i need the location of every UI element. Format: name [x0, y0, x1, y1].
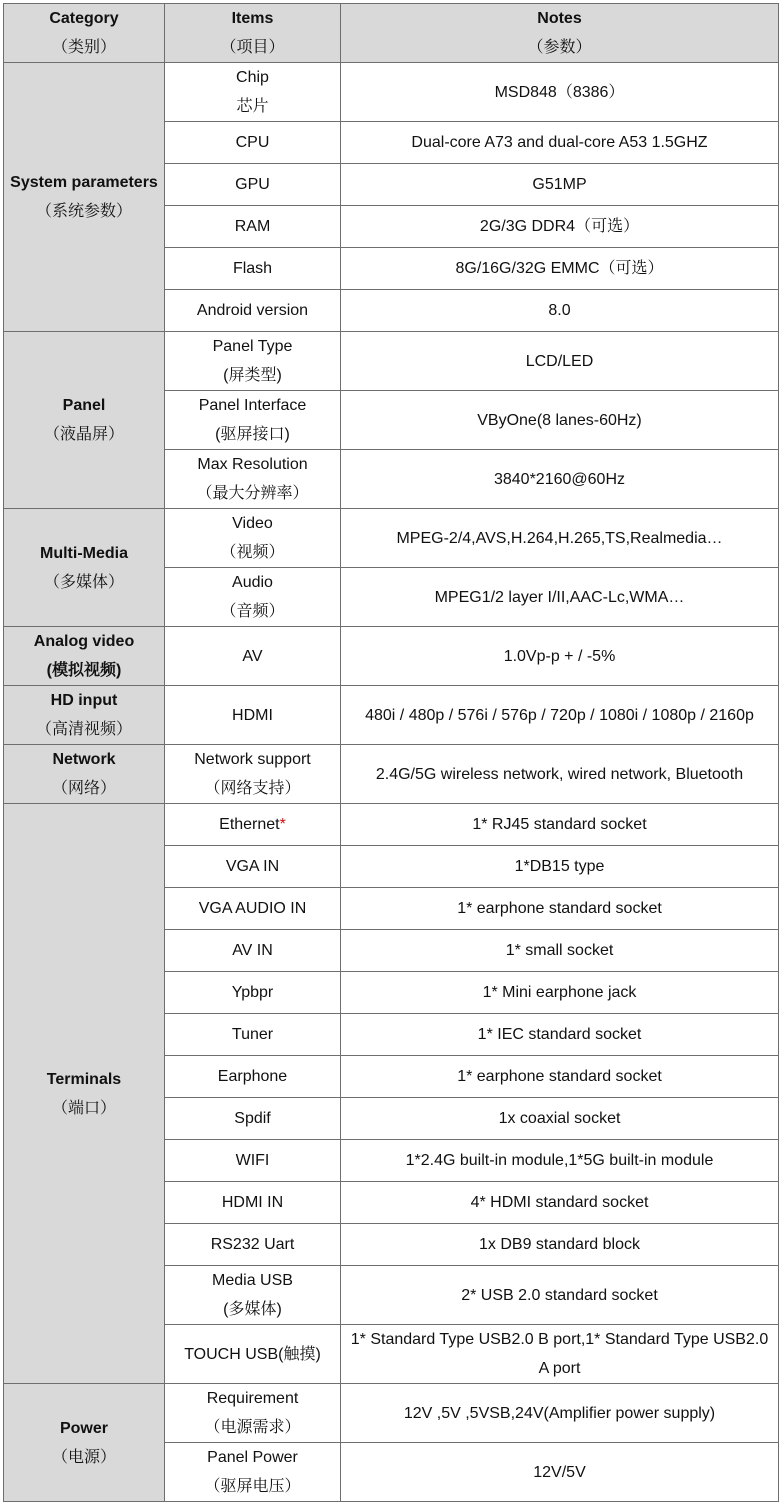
category-label: HD input: [50, 692, 118, 709]
note-cell: MPEG1/2 layer I/II,AAC-Lc,WMA…: [341, 568, 779, 627]
item-label: Panel Interface: [198, 397, 307, 414]
note-cell: 1* earphone standard socket: [341, 888, 779, 930]
item-cell: Android version: [165, 290, 341, 332]
category-label-cn: （高清视频）: [35, 721, 132, 738]
note-cell: 8G/16G/32G EMMC（可选）: [341, 248, 779, 290]
item-label: Network support: [194, 751, 311, 768]
item-cell: Tuner: [165, 1014, 341, 1056]
required-mark: *: [279, 816, 286, 833]
category-terminals: [4, 804, 165, 1384]
category-label-cn: （网络）: [51, 780, 116, 797]
note-cell: 1* Mini earphone jack: [341, 972, 779, 1014]
header-items: [165, 4, 341, 63]
category-multimedia: [4, 509, 165, 627]
note-cell: 480i / 480p / 576i / 576p / 720p / 1080i / 1080p / 2160p: [341, 686, 779, 745]
category-label-cn: （电源）: [51, 1448, 116, 1466]
note-cell: 12V/5V: [341, 1443, 779, 1502]
note-cell: 1* RJ45 standard socket: [341, 804, 779, 846]
note-cell: 2G/3G DDR4（可选）: [341, 206, 779, 248]
note-cell: MSD848（8386）: [341, 63, 779, 122]
item-label-cn: （网络支持）: [204, 780, 301, 797]
item-cell: [165, 63, 341, 122]
category-label: Analog video: [33, 633, 135, 650]
category-label-cn: （液晶屏）: [43, 426, 124, 443]
category-label: Terminals: [46, 1070, 122, 1088]
item-label: Chip: [236, 69, 269, 86]
header-items-en: Items: [231, 10, 274, 27]
item-label-cn: (驱屏接口): [215, 426, 290, 443]
item-label-cn: （视频）: [220, 544, 285, 561]
table-row: [4, 332, 779, 391]
header-items-cn: （项目）: [220, 39, 285, 56]
note-cell: VByOne(8 lanes-60Hz): [341, 391, 779, 450]
item-cell: AV IN: [165, 930, 341, 972]
note-cell: LCD/LED: [341, 332, 779, 391]
header-category-en: Category: [49, 10, 119, 27]
item-cell: AV: [165, 627, 341, 686]
item-cell: [165, 745, 341, 804]
note-cell: 1* small socket: [341, 930, 779, 972]
item-label: Ethernet: [219, 816, 280, 833]
note-cell: MPEG-2/4,AVS,H.264,H.265,TS,Realmedia…: [341, 509, 779, 568]
item-cell: Spdif: [165, 1098, 341, 1140]
item-label-cn: （音频）: [220, 603, 285, 620]
header-category-cn: （类别）: [51, 39, 116, 56]
item-label: Panel Type: [212, 338, 293, 355]
item-cell: VGA AUDIO IN: [165, 888, 341, 930]
note-cell: 1x coaxial socket: [341, 1098, 779, 1140]
category-label: Power: [59, 1419, 108, 1437]
item-cell: Earphone: [165, 1056, 341, 1098]
category-panel: [4, 332, 165, 509]
table-header: [4, 4, 779, 63]
category-label: Network: [52, 751, 116, 768]
table-row: [4, 686, 779, 745]
category-hd-input: [4, 686, 165, 745]
table-row: [4, 63, 779, 122]
item-cell: HDMI IN: [165, 1182, 341, 1224]
item-cell: GPU: [165, 164, 341, 206]
item-label-cn: 芯片: [236, 98, 269, 115]
note-cell: 1x DB9 standard block: [341, 1224, 779, 1266]
category-label-cn: （系统参数）: [35, 203, 132, 220]
category-label-cn: (模拟视频): [46, 662, 122, 679]
spec-table: [3, 3, 779, 1502]
item-cell: [165, 509, 341, 568]
table-row: [4, 1384, 779, 1443]
item-label-cn: （最大分辨率）: [196, 485, 309, 502]
note-cell: 8.0: [341, 290, 779, 332]
item-cell: Ypbpr: [165, 972, 341, 1014]
item-cell: [165, 1266, 341, 1325]
category-label-cn: （端口）: [51, 1099, 116, 1117]
item-cell: [165, 450, 341, 509]
category-network: [4, 745, 165, 804]
note-cell: 12V ,5V ,5VSB,24V(Amplifier power supply): [341, 1384, 779, 1443]
note-cell: 1*DB15 type: [341, 846, 779, 888]
item-label-cn: (屏类型): [223, 367, 282, 384]
table-row: [4, 804, 779, 846]
item-label-cn: （电源需求）: [204, 1419, 301, 1436]
category-label: System parameters: [10, 174, 158, 191]
note-cell: 1* earphone standard socket: [341, 1056, 779, 1098]
item-label: Panel Power: [207, 1449, 298, 1466]
table-row: [4, 509, 779, 568]
item-label-cn: (多媒体): [223, 1301, 282, 1318]
note-cell: Dual-core A73 and dual-core A53 1.5GHZ: [341, 122, 779, 164]
item-cell: [165, 391, 341, 450]
category-label-cn: （多媒体）: [43, 573, 124, 591]
item-label: Audio: [232, 574, 273, 591]
category-power: [4, 1384, 165, 1502]
item-label: Requirement: [206, 1390, 299, 1407]
table-row: [4, 627, 779, 686]
note-cell: 1* Standard Type USB2.0 B port,1* Standard Type USB2.0 A port: [341, 1325, 779, 1384]
note-cell: 2.4G/5G wireless network, wired network, Bluetooth: [341, 745, 779, 804]
item-label-cn: （驱屏电压）: [204, 1478, 301, 1495]
item-cell: VGA IN: [165, 846, 341, 888]
item-cell: [165, 568, 341, 627]
note-cell: 1.0Vp-p + / -5%: [341, 627, 779, 686]
item-cell: [165, 332, 341, 391]
item-cell: HDMI: [165, 686, 341, 745]
item-cell: [165, 1384, 341, 1443]
category-label: Multi-Media: [40, 544, 128, 562]
note-cell: 4* HDMI standard socket: [341, 1182, 779, 1224]
item-cell: [165, 1443, 341, 1502]
item-label: Media USB: [212, 1272, 293, 1289]
note-cell: 3840*2160@60Hz: [341, 450, 779, 509]
note-cell: 1* IEC standard socket: [341, 1014, 779, 1056]
item-label: Max Resolution: [197, 456, 308, 473]
note-cell: 2* USB 2.0 standard socket: [341, 1266, 779, 1325]
item-cell: [165, 804, 341, 846]
header-category: [4, 4, 165, 63]
table-row: [4, 745, 779, 804]
item-cell: CPU: [165, 122, 341, 164]
item-cell: RAM: [165, 206, 341, 248]
item-cell: Flash: [165, 248, 341, 290]
header-notes-en: Notes: [537, 10, 582, 27]
category-analog-video: [4, 627, 165, 686]
header-notes: [341, 4, 779, 63]
category-label: Panel: [62, 397, 106, 414]
item-label: Video: [232, 515, 273, 532]
item-cell: RS232 Uart: [165, 1224, 341, 1266]
note-cell: G51MP: [341, 164, 779, 206]
category-system: [4, 63, 165, 332]
item-cell: TOUCH USB(触摸): [165, 1325, 341, 1384]
item-cell: WIFI: [165, 1140, 341, 1182]
note-cell: 1*2.4G built-in module,1*5G built-in module: [341, 1140, 779, 1182]
header-notes-cn: （参数）: [527, 39, 592, 56]
